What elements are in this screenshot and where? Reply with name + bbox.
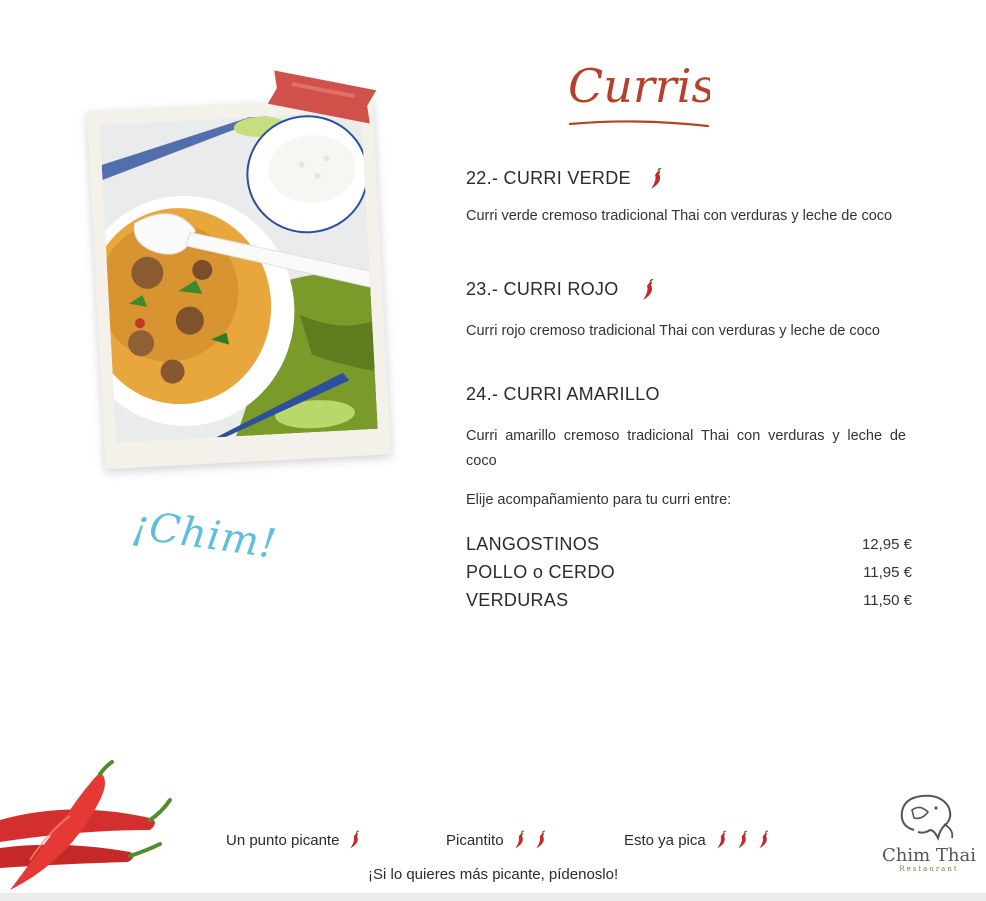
slogan: ¡Chim!: [129, 502, 280, 568]
option-price: 11,95 €: [863, 563, 912, 581]
spice-note: ¡Si lo quieres más picante, pídenoslo!: [368, 866, 619, 883]
item-curri-rojo-desc: Curri rojo cremoso tradicional Thai con verduras y leche de coco: [466, 323, 880, 339]
chili-pepper-icon: [533, 830, 548, 850]
legend-one-chili: Un punto picante: [226, 830, 362, 850]
item-curri-verde-title: 22.- CURRI VERDE: [466, 168, 665, 190]
chili-pepper-icon: [347, 830, 362, 850]
item-curri-amarillo-desc: Curri amarillo cremoso tradicional Thai con verduras y leche de coco: [466, 428, 906, 469]
item-curri-rojo-title: 23.- CURRI ROJO: [466, 279, 657, 301]
option-price: 11,50 €: [863, 591, 912, 609]
chili-pepper-icon: [512, 830, 527, 850]
peppers-illustration: [0, 760, 180, 896]
bottom-bar: [0, 893, 986, 901]
legend-two-chili: Picantito: [446, 830, 548, 850]
option-name: LANGOSTINOS: [466, 533, 600, 554]
chili-pepper-icon: [756, 830, 771, 850]
logo-name: Chim Thai: [882, 845, 976, 866]
chili-pepper-icon: [639, 279, 657, 301]
option-name: VERDURAS: [466, 589, 569, 610]
option-row: [466, 530, 912, 558]
restaurant-logo: [876, 790, 982, 882]
curry-photo-frame: [87, 97, 391, 469]
elephant-icon: [894, 790, 964, 842]
item-curri-amarillo-title: 24.- CURRI AMARILLO: [466, 384, 660, 404]
option-name: POLLO o CERDO: [466, 561, 615, 582]
option-row: [466, 586, 912, 614]
option-row: [466, 558, 912, 586]
chili-pepper-icon: [647, 168, 665, 190]
choose-text: Elije acompañamiento para tu curri entre:: [466, 492, 732, 508]
svg-text:Curris: Curris: [568, 59, 710, 113]
chili-pepper-icon: [735, 830, 750, 850]
curry-photo: [100, 111, 378, 442]
item-curri-verde-desc: Curri verde cremoso tradicional Thai con verduras y leche de coco: [466, 208, 893, 224]
chili-pepper-icon: [714, 830, 729, 850]
option-price: 12,95 €: [861, 535, 912, 553]
logo-sub: Restaurant: [899, 865, 959, 873]
legend-three-chili: Esto ya pica: [624, 830, 771, 850]
options-list: [466, 530, 912, 614]
section-title: [560, 30, 710, 140]
